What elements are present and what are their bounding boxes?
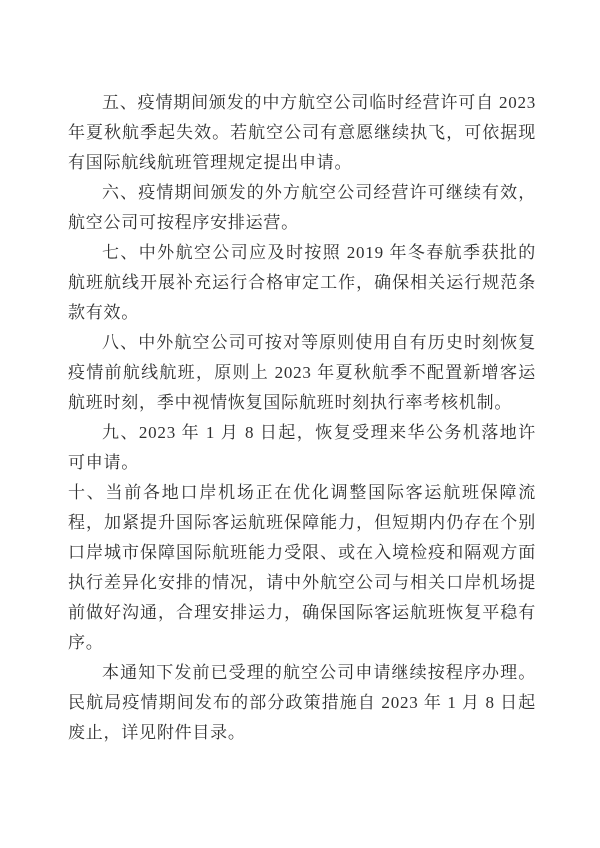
paragraph-item-10: 十、当前各地口岸机场正在优化调整国际客运航班保障流程，加紧提升国际客运航班保障能力，但短期内仍存在个别口岸城市保障国际航班能力受限、或在入境检疫和隔观方面执行差异化安排的情况，请中外航空公司与相关口岸机场提前做好沟通，合理安排运力，确保国际客运航班恢复平稳有序。	[68, 483, 536, 652]
paragraph-item-6: 六、疫情期间颁发的外方航空公司经营许可继续有效，航空公司可按程序安排运营。	[68, 183, 536, 232]
paragraph-closing: 本通知下发前已受理的航空公司申请继续按程序办理。民航局疫情期间发布的部分政策措施自 2023 年 1 月 8 日起废止，详见附件目录。	[68, 663, 536, 742]
paragraph-item-7: 七、中外航空公司应及时按照 2019 年冬春航季获批的航班航线开展补充运行合格审定工作，确保相关运行规范条款有效。	[68, 243, 536, 322]
paragraph-item-8: 八、中外航空公司可按对等原则使用自有历史时刻恢复疫情前航线航班，原则上 2023 年夏秋航季不配置新增客运航班时刻，季中视情恢复国际航班时刻执行率考核机制。	[68, 333, 536, 412]
document-body	[68, 88, 536, 748]
paragraph-item-5: 五、疫情期间颁发的中方航空公司临时经营许可自 2023 年夏秋航季起失效。若航空公司有意愿继续执飞，可依据现有国际航线航班管理规定提出申请。	[68, 93, 536, 172]
paragraph-item-9: 九、2023 年 1 月 8 日起，恢复受理来华公务机落地许可申请。	[68, 423, 536, 472]
